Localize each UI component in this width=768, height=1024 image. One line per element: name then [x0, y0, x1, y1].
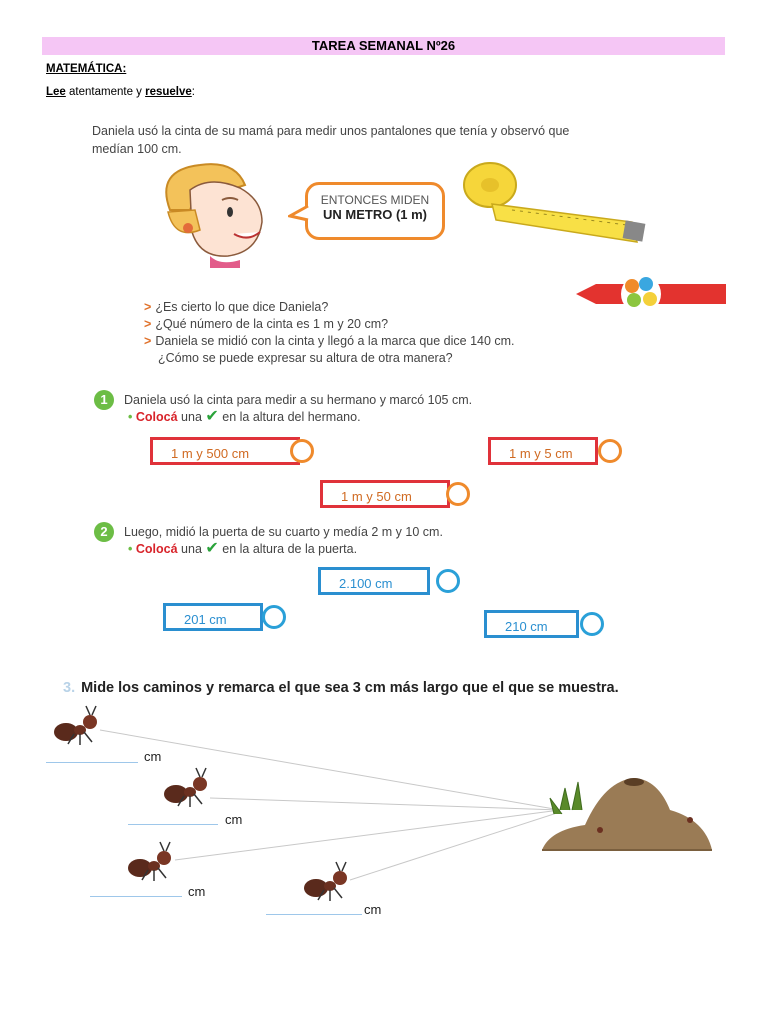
instruction-resuelve: resuelve: [145, 86, 192, 98]
header-bar: [42, 37, 725, 55]
ant-icon: [162, 766, 212, 808]
answer-blank-2[interactable]: [128, 824, 218, 825]
instruction-line: [46, 86, 195, 98]
girl-illustration: [150, 160, 275, 268]
option-1m-5cm-checkbox[interactable]: [598, 439, 622, 463]
speech-bubble: [305, 182, 445, 240]
option-2100cm-checkbox[interactable]: [436, 569, 460, 593]
intro-line-1: Daniela usó la cinta de su mamá para medir unos pantalones que tenía y observó que: [92, 124, 570, 138]
instruction-lee: Lee: [46, 86, 66, 98]
exercise-3-title: 3. Mide los caminos y remarca el que sea 3 cm más largo que el que se muestra.: [63, 680, 619, 696]
exercise-1-text: Daniela usó la cinta para medir a su hermano y marcó 105 cm.: [124, 393, 473, 407]
exercise-2-instruction: • Colocá una ✔ en la altura de la puerta.: [128, 540, 358, 557]
intro-line-2: medían 100 cm.: [92, 142, 182, 156]
page-title: TAREA SEMANAL Nº26: [311, 38, 456, 53]
question-item: > ¿Qué número de la cinta es 1 m y 20 cm?: [144, 317, 389, 331]
unit-label-cm: cm: [225, 812, 243, 827]
smiley-faces-icon: [576, 274, 726, 316]
option-210cm-checkbox[interactable]: [580, 612, 604, 636]
option-1m-50cm-checkbox[interactable]: [446, 482, 470, 506]
question-item: > ¿Es cierto lo que dice Daniela?: [144, 300, 329, 314]
ant-icon: [52, 704, 102, 746]
option-210cm: 210 cm: [484, 610, 579, 638]
bubble-line-2: UN METRO (1 m): [323, 207, 427, 222]
exercise-1-number: 1: [94, 390, 114, 410]
question-item: > Daniela se midió con la cinta y llegó a la marca que dice 140 cm.: [144, 334, 515, 348]
unit-label-cm: cm: [144, 749, 162, 764]
option-1m-50cm: 1 m y 50 cm: [320, 480, 450, 508]
answer-blank-4[interactable]: [266, 914, 362, 915]
option-2100cm: 2.100 cm: [318, 567, 430, 595]
answer-blank-3[interactable]: [90, 896, 182, 897]
checkmark-icon: ✔: [205, 408, 219, 425]
exercise-1-instruction: • Colocá una ✔ en la altura del hermano.: [128, 408, 361, 425]
unit-label-cm: cm: [364, 902, 382, 917]
option-201cm: 201 cm: [163, 603, 263, 631]
option-1m-500cm: 1 m y 500 cm: [150, 437, 300, 465]
question-list: [144, 299, 515, 367]
question-item: ¿Cómo se puede expresar su altura de otra manera?: [158, 351, 453, 365]
intro-text: [92, 122, 569, 158]
unit-label-cm: cm: [188, 884, 206, 899]
bubble-tail: [288, 204, 310, 222]
answer-blank-1[interactable]: [46, 762, 138, 763]
option-1m-500cm-checkbox[interactable]: [290, 439, 314, 463]
subject-label: MATEMÁTICA:: [46, 63, 127, 75]
bubble-line-1: ENTONCES MIDEN: [320, 193, 430, 207]
option-1m-5cm: 1 m y 5 cm: [488, 437, 598, 465]
measuring-tape-icon: [462, 160, 658, 250]
anthill-icon: [540, 770, 715, 852]
exercise-2-text: Luego, midió la puerta de su cuarto y medía 2 m y 10 cm.: [124, 525, 443, 539]
checkmark-icon: ✔: [205, 540, 219, 557]
instruction-end: :: [191, 86, 195, 98]
ant-icon: [126, 840, 176, 882]
option-201cm-checkbox[interactable]: [262, 605, 286, 629]
exercise-2-number: 2: [94, 522, 114, 542]
ant-icon: [302, 860, 352, 902]
instruction-middle: atentamente y: [65, 86, 146, 98]
